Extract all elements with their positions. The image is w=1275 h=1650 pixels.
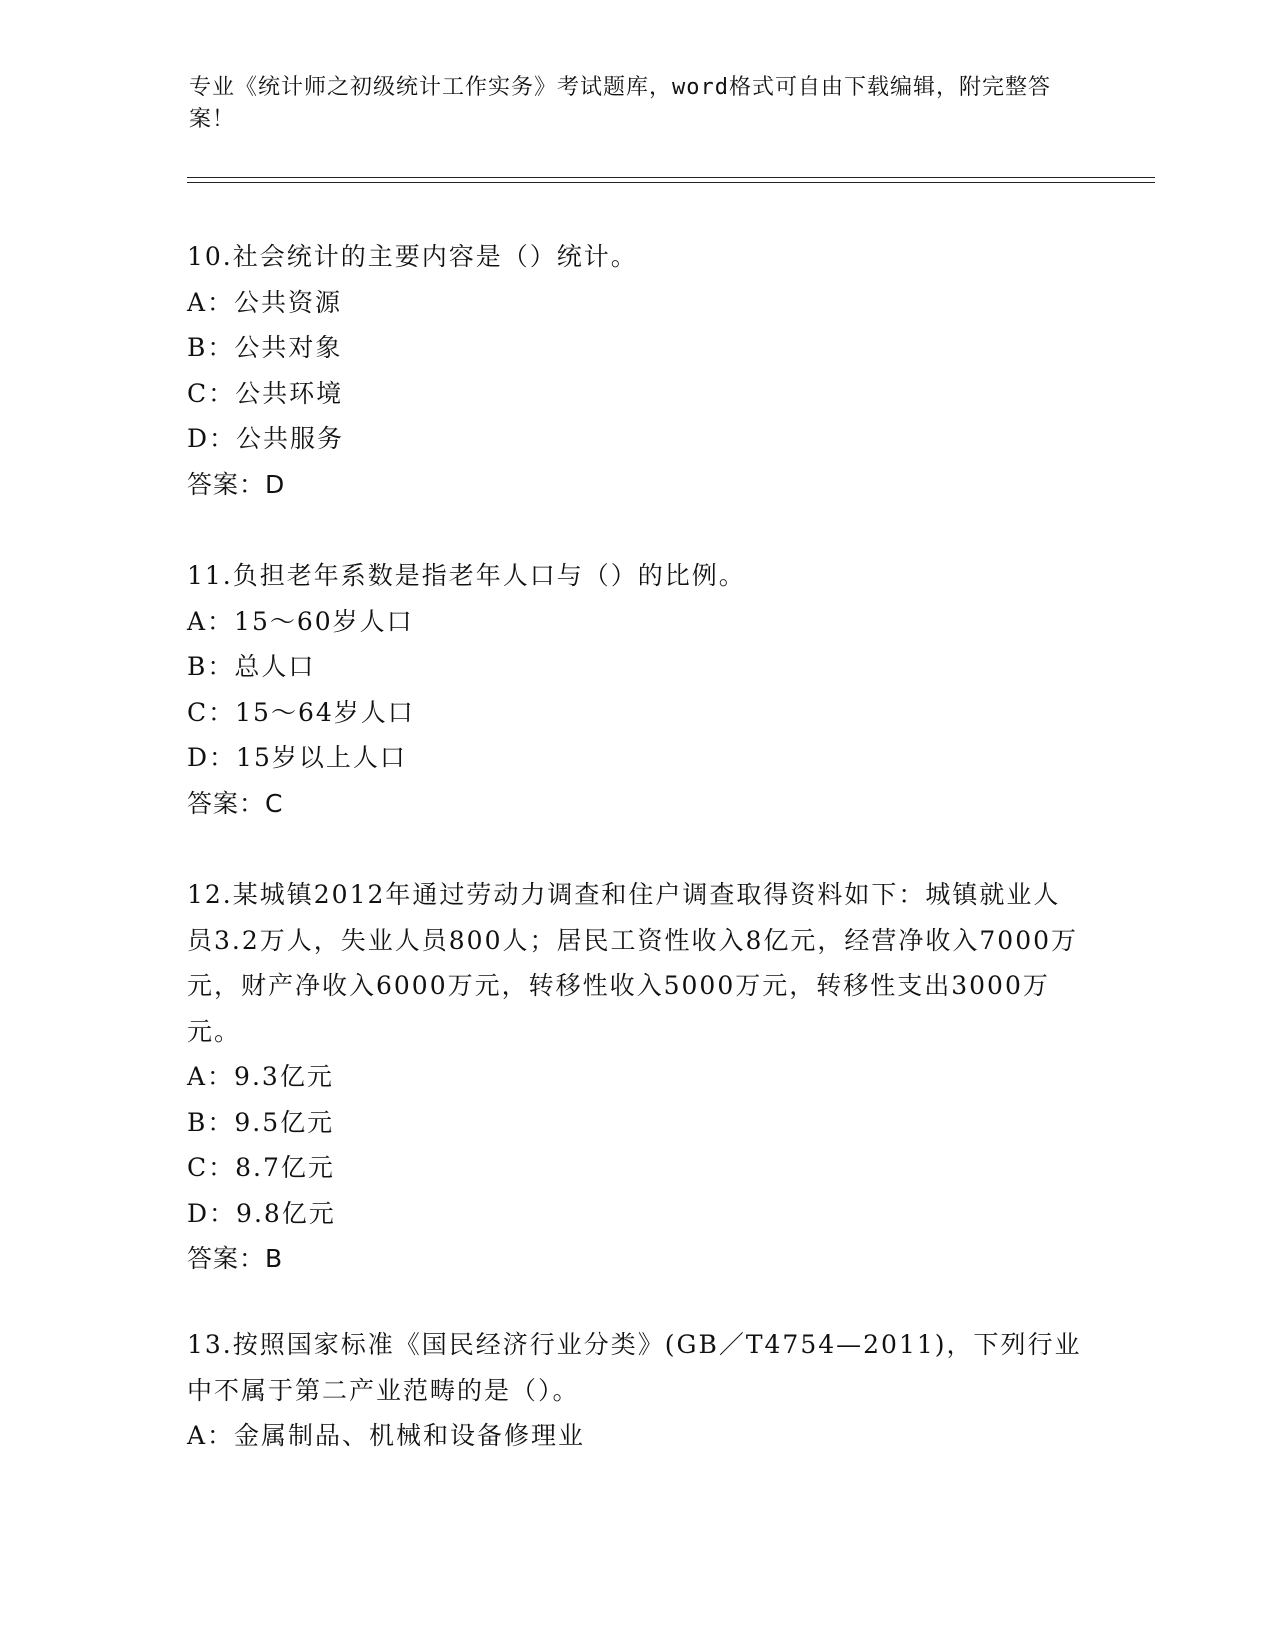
option-a: A：公共资源 <box>187 287 343 317</box>
question-stem: 12.某城镇2012年通过劳动力调查和住户调查取得资料如下：城镇就业人员3.2万人，失业人员800人；居民工资性收入8亿元，经营净收入7000万元，财产净收入6000万元，转移性收入5000万元，转移性支出3000万元。 <box>187 880 1079 1046</box>
header-divider-line-secondary <box>187 182 1155 183</box>
question-12 <box>187 872 1087 1282</box>
option-d: D：9.8亿元 <box>187 1198 336 1228</box>
option-b: B：9.5亿元 <box>187 1107 335 1137</box>
question-10 <box>187 234 1087 507</box>
question-stem: 13.按照国家标准《国民经济行业分类》(GB／T4754—2011)，下列行业中不属于第二产业范畴的是（）。 <box>187 1330 1082 1405</box>
option-c: C：15～64岁人口 <box>187 697 415 727</box>
answer: 答案：C <box>187 788 284 818</box>
question-stem: 11.负担老年系数是指老年人口与（）的比例。 <box>187 561 746 590</box>
option-a: A：金属制品、机械和设备修理业 <box>187 1421 586 1450</box>
option-d: D：15岁以上人口 <box>187 743 407 772</box>
option-c: C：公共环境 <box>187 378 344 408</box>
option-a: A：15～60岁人口 <box>187 606 414 636</box>
option-b: B：总人口 <box>187 652 316 681</box>
option-a: A：9.3亿元 <box>187 1062 334 1091</box>
question-stem: 10.社会统计的主要内容是（）统计。 <box>187 242 638 271</box>
answer: 答案：D <box>187 469 286 499</box>
question-13 <box>187 1322 1087 1459</box>
document-header: 专业《统计师之初级统计工作实务》考试题库，word格式可自由下载编辑，附完整答案！ <box>189 75 1051 132</box>
option-c: C：8.7亿元 <box>187 1153 335 1182</box>
answer: 答案：B <box>187 1244 284 1273</box>
question-11 <box>187 553 1087 826</box>
header-divider-line <box>187 177 1155 178</box>
option-d: D：公共服务 <box>187 424 345 453</box>
option-b: B：公共对象 <box>187 333 343 362</box>
